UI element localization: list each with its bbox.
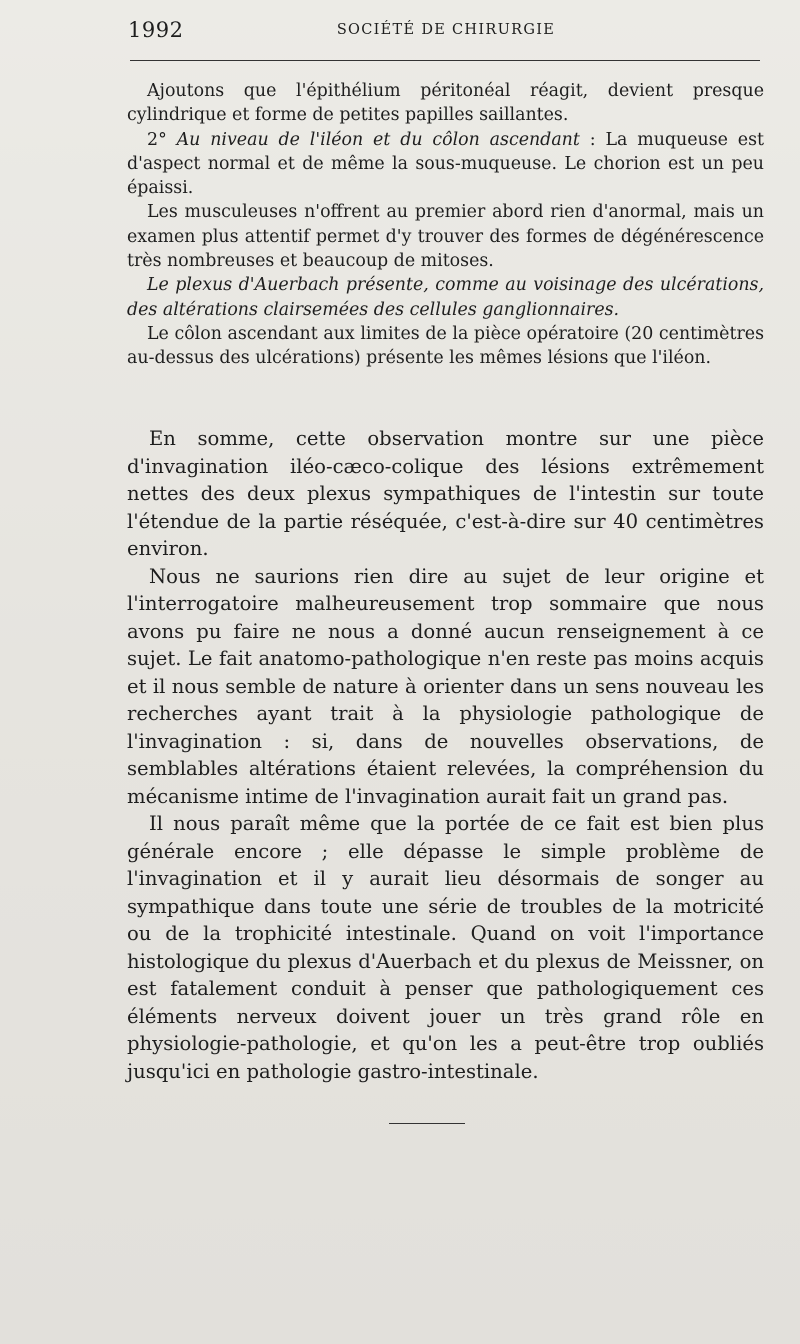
small-print-section: [127, 79, 764, 371]
paragraph: En somme, cette observation montre sur une pièce d'invagination iléo-cæco-colique des lésions extrêmement nettes des deux plexus sympathiques de l'intestin sur toute l'étendue de la partie réséquée, c'est-à-dire sur 40 centimètres environ.: [127, 427, 764, 560]
italic-paragraph: Le plexus d'Auerbach présente, comme au voisinage des ulcérations, des altérations clairsemées des cellules ganglionnaires.: [127, 275, 764, 320]
section-number: 2°: [147, 129, 177, 150]
main-text-section: [127, 425, 764, 1085]
paragraph: Ajoutons que l'épithélium péritonéal réagit, devient presque cylindrique et forme de petites papilles saillantes.: [127, 81, 764, 126]
running-title: SOCIÉTÉ DE CHIRURGIE: [336, 22, 556, 38]
paragraph: Il nous paraît même que la portée de ce fait est bien plus générale encore ; elle dépasse le simple problème de l'invagination et il y aurait lieu désormais de songer au sympathique dans toute une série de troubles de la motricité ou de la trophicité intestinale. Quand on voit l'importance histologique du plexus d'Auerbach et du plexus de Meissner, on est fatalement conduit à penser que pathologiquement ces éléments nerveux doivent jouer un très grand rôle en physiologie-pathologie, et qu'on les a peut-être trop oubliés jusqu'ici en pathologie gastro-intestinale.: [127, 812, 764, 1083]
paragraph: Nous ne saurions rien dire au sujet de leur origine et l'interrogatoire malheureusement trop sommaire que nous avons pu faire ne nous a donné aucun renseignement à ce sujet. Le fait anatomo-pathologique n'en reste pas moins acquis et il nous semble de nature à orienter dans un sens nouveau les recherches ayant trait à la physiologie pathologique de l'invagination : si, dans de nouvelles observations, de semblables altérations étaient relevées, la compréhension du mécanisme intime de l'invagination aurait fait un grand pas.: [127, 564, 764, 808]
page-number: 1992: [128, 18, 184, 42]
header-rule: [130, 60, 760, 61]
paragraph: Les musculeuses n'offrent au premier abord rien d'anormal, mais un examen plus attentif permet d'y trouver des formes de dégénérescence très nombreuses et beaucoup de mitoses.: [127, 202, 764, 272]
italic-heading: Au niveau de l'iléon et du côlon ascendant: [176, 129, 580, 150]
paragraph: [127, 128, 764, 201]
paragraph: Le côlon ascendant aux limites de la pièce opératoire (20 centimètres au-dessus des ulcérations) présente les mêmes lésions que l'iléon.: [127, 323, 764, 369]
page-header: [128, 18, 764, 46]
end-rule: [389, 1123, 465, 1124]
paragraph-text: : La muqueuse est d'aspect normal et de même la sous-muqueuse. Le chorion est un peu épaissi.: [127, 129, 764, 199]
